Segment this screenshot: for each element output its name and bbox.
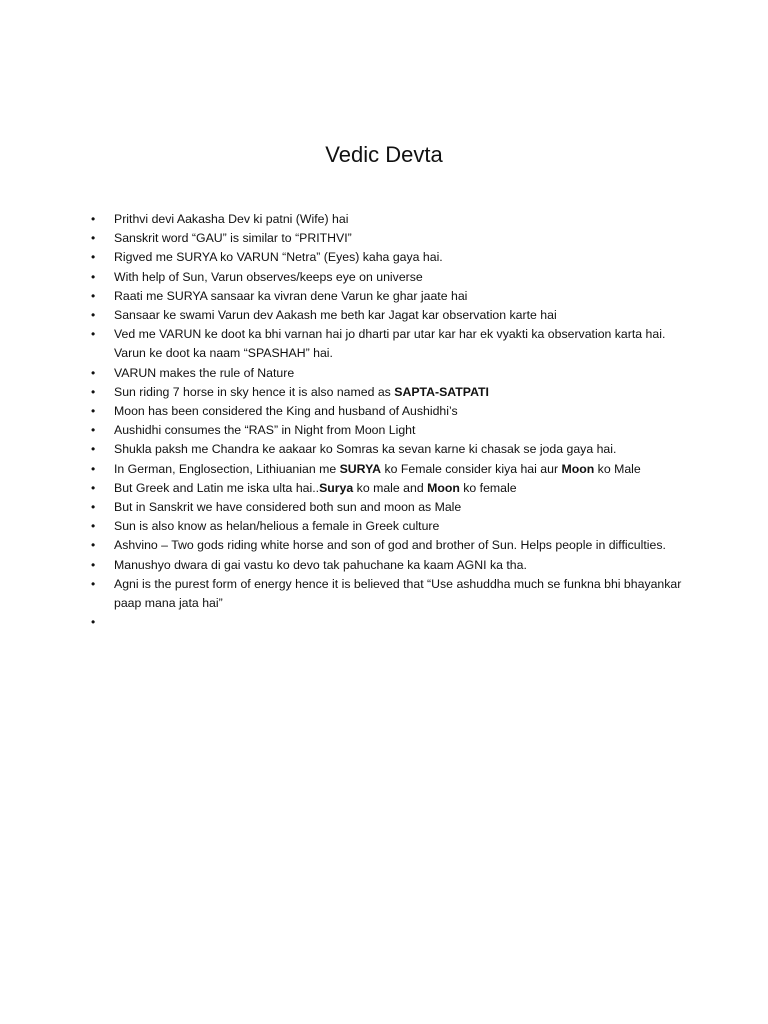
list-item: [88, 268, 688, 287]
text-segment: With help of Sun, Varun observes/keeps eye on universe: [114, 269, 423, 284]
text-segment: Prithvi devi Aakasha Dev ki patni (Wife) hai: [114, 212, 349, 226]
list-item-text: [114, 231, 352, 245]
text-segment: Aushidhi consumes the “RAS” in Night from Moon Light: [114, 423, 416, 438]
text-segment: Rigved me SURYA ko VARUN “Netra” (Eyes) kaha gaya hai.: [114, 250, 443, 265]
list-item: [88, 556, 688, 575]
list-item: [88, 248, 688, 267]
list-item-text: [114, 519, 439, 533]
bullet-icon: •: [91, 327, 96, 342]
text-segment: ko male and: [353, 480, 428, 495]
list-item: [88, 364, 688, 383]
bullet-icon: •: [91, 269, 96, 284]
list-item: [88, 402, 688, 421]
text-segment: Sun is also know as helan/helious a female in Greek culture: [114, 519, 440, 534]
bullet-icon: •: [91, 212, 96, 226]
text-segment: Shukla paksh me Chandra ke aakaar ko Somras ka sevan karne ki chasak se joda gaya hai.: [114, 442, 617, 457]
list-item: [88, 440, 688, 459]
bullet-icon: •: [91, 538, 96, 553]
list-item: [88, 575, 688, 613]
bullet-icon: •: [91, 480, 96, 495]
list-item: [88, 383, 688, 402]
bold-text: SURYA: [339, 461, 382, 476]
text-segment: Raati me SURYA sansaar ka vivran dene Varun ke ghar jaate hai: [114, 288, 468, 303]
list-item: [88, 517, 688, 536]
bullet-icon: •: [91, 365, 96, 380]
list-item-text: [114, 327, 665, 360]
bullet-icon: •: [91, 308, 96, 323]
list-item-text: [114, 289, 467, 303]
list-item-text: [114, 366, 294, 380]
list-item-text: [114, 577, 681, 610]
bullet-icon: •: [91, 615, 96, 630]
list-item: [88, 498, 688, 517]
list-item: [88, 229, 688, 248]
list-item-text: [114, 212, 348, 226]
bullet-icon: •: [91, 519, 96, 534]
list-item-text: [114, 500, 461, 514]
text-segment: ko female: [459, 480, 517, 495]
list-item-text: [114, 385, 489, 399]
text-segment: Moon has been considered the King and husband of Aushidhi’s: [114, 404, 458, 419]
bullet-icon: •: [91, 404, 96, 419]
bullet-list: [88, 210, 688, 630]
list-item-text: [114, 250, 443, 264]
text-segment: Manushyo dwara di gai vastu ko devo tak pahuchane ka kaam AGNI ka tha.: [114, 557, 527, 572]
bullet-icon: •: [91, 231, 96, 246]
text-segment: Ved me VARUN ke doot ka bhi varnan hai jo dharti par utar kar har ek vyakti ka observation karta hai. Varun ke doot ka naam “SPASHAH” hai.: [114, 327, 666, 361]
list-item: [88, 536, 688, 555]
text-segment: But Greek and Latin me iska ulta hai..: [114, 480, 320, 495]
bullet-icon: •: [91, 288, 96, 303]
list-item-text: [114, 308, 557, 322]
text-segment: Sun riding 7 horse in sky hence it is also named as: [114, 384, 395, 399]
list-item: [88, 287, 688, 306]
text-segment: Sansaar ke swami Varun dev Aakash me beth kar Jagat kar observation karte hai: [114, 308, 557, 323]
list-item-text: [114, 462, 641, 476]
text-segment: ko Male: [594, 461, 641, 476]
bold-text: Moon: [561, 461, 595, 476]
bold-text: SAPTA-SATPATI: [394, 384, 489, 399]
text-segment: ko Female consider kiya hai aur: [381, 461, 562, 476]
list-item: [88, 306, 688, 325]
bold-text: Surya: [319, 480, 354, 495]
bullet-icon: •: [91, 250, 96, 265]
list-item: [88, 421, 688, 440]
text-segment: Agni is the purest form of energy hence it is believed that “Use ashuddha much se funkna bhi bhayankar paap mana jata hai”: [114, 576, 682, 611]
bullet-icon: •: [91, 557, 96, 572]
text-segment: But in Sanskrit we have considered both sun and moon as Male: [114, 500, 462, 515]
bullet-icon: •: [91, 461, 96, 476]
list-item-text: [114, 270, 423, 284]
list-item: [88, 460, 688, 479]
bold-text: Moon: [427, 480, 460, 495]
list-item-text: [114, 442, 616, 456]
list-item-text: [114, 558, 527, 572]
list-item-text: [114, 404, 458, 418]
list-item-text: [114, 423, 415, 437]
list-item: [88, 210, 688, 229]
bullet-icon: •: [91, 442, 96, 457]
bullet-icon: •: [91, 576, 96, 591]
bullet-icon: •: [91, 384, 96, 399]
text-segment: Ashvino – Two gods riding white horse and son of god and brother of Sun. Helps people in difficulties.: [114, 538, 666, 553]
list-item-text: [114, 538, 666, 552]
bullet-icon: •: [91, 423, 96, 438]
bullet-icon: •: [91, 500, 96, 515]
list-item-text: [114, 481, 517, 495]
text-segment: VARUN makes the rule of Nature: [114, 365, 295, 380]
page-title: Vedic Devta: [325, 142, 443, 167]
text-segment: In German, Englosection, Lithiuanian me: [114, 461, 340, 476]
text-segment: Sanskrit word “GAU” is similar to “PRITHVI”: [114, 231, 352, 246]
list-item: [88, 325, 688, 363]
list-item: [88, 479, 688, 498]
